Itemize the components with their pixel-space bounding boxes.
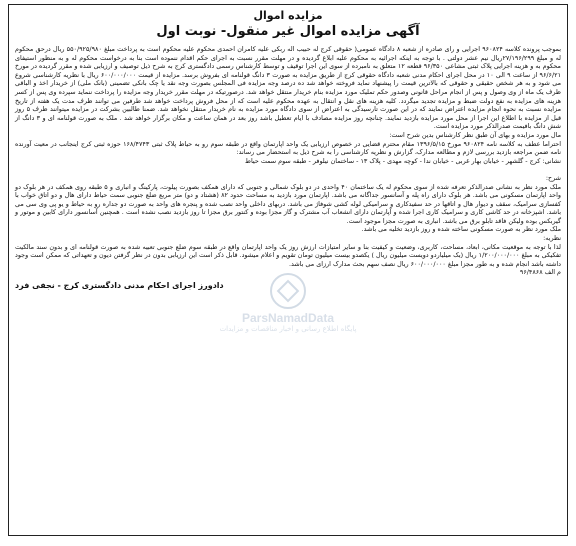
- watermark-caption: پایگاه اطلاع رسانی و اخبار مناقصات و مزایدات: [219, 325, 357, 333]
- valuation-paragraph: لذا با توجه به موقعیت مکانی، ابعاد، مساحت، کاربری، وضعیت و کیفیت بنا و سایر امتیازات ارزش روز یک واحد اپارتمان واقع در طبقه سوم ضلع جنوبی تعبیه شده به صورت قولنامه ای و بدون سند مالکیت تفکیکی به مبلغ ۱/۲۰۰/۰۰۰/۰۰۰ ریال (یک میلیاردو دویست میلیون ریال ) یکصدو بیست میلیون تومان تقویم و اعلام میشود. قابل ذکر است این ارزیابی بدون در نظر گرفتن دیون و تعهداتی که ممکن است وجود داشته باشد انجام شده و به طور مجزا مبلغ ۶۰۰/۰۰۰/۰۰۰ ریال نصف سهم بحث مدارک ارزای می باشد.: [15, 242, 561, 268]
- notice-body: [15, 45, 561, 277]
- property-description-paragraph: ملک مورد نظر به نشانی صدرالذکر تعرفه شده از سوی محکوم له یک ساختمان ۴۰ واحدی در دو بلوک شمالی و جنوبی که دارای همکف بصورت پیلوت، پارکینگ و انباری و ۵ طبقه روی همکف در هر بلوک دو واحد اپارتمان مسکونی می باشد. هر بلوک دارای راه پله و آسانسور جداگانه می باشد. اپارتمان مورد بازدید به مساحت حدود ۸۲ (هشتاد و دو) متر مربع ضلع جنوبی سمت حیاط دارای هال و دو اتاق خواب با کفسازی سرامیک، سقف و دیوار هال و اتاقها در حد سفیدکاری و سرامیکی لوله کشی شوفاژ می باشد. دربهای داخلی واحد نصب شده و پنجره های واحد به صورت دو جداره رو به حیاط و یو پی وی سی می باشد. اشپزخانه در حد کاشی کاری و سرامیک کاری اجرا شده و آپارتمان دارای انشعاب آب مشترک و گاز مجزا بوده و کنتور برق مجزا تا روز بازدید نصب نشده است . همچنین آسانسور دارای کابین و موتور و گیربکس بوده ولیکن فاقد تابلو برق می باشد. انباری به صورت مجزا موجود است.: [15, 182, 561, 225]
- expert-referral-paragraph: احتراما عطف به کلاسه نامه ۹۶۰۸۲۴ مورخ ۱۳۹۶/۵/۱۵ مقام محترم قضایی در خصوص ارزیابی یک واحد اپارتمان واقع در طبقه سوم رو به حیاط پلاک ثبتی ۱۶۸/۴۷۴۳ حوزه ثبتی کرج اینجانب در معیت آورنده نامه ضمن مراجعه بازدید بررسی لازم و مطالعه مدارک، گزارش و نظریه کارشناسی را به شرح ذیل به استحضار می رساند:: [15, 139, 562, 157]
- signature-line: دادورز اجرای احکام مدنی دادگستری کرج - نجفی فرد: [15, 281, 224, 291]
- auction-terms-paragraph: بموجب پرونده کلاسه ۹۶۰۸۲۴ اجرایی و رای صادره از شعبه ۸ دادگاه عمومی( حقوقی کرج له حبیب اله ربکی علیه کامران احمدی محکوم علیه محکوم است به پرداخت مبلغ ۵۵۰/۹۲۵/۹۸۰ ریال درحق محکوم له و مبلغ ۲۷/۱۹۶/۲۹۹ریال نیم عشر دولتی . با توجه به اینکه اجرائیه به محکوم علیه ابلاغ گردیده و در مهلت مقرر نسبت به اجرای حکم اقدام ننموده است بنا به درخواست محکوم له و به منظور استیفای محکوم به و هزینه اجرایی پلاک ثبتی مشاعی ۹۶/۳۵۰ قطعه ۱۲ متعلق به نامبرده از سوی این اجرا توقیف و توسط کارشناس رسمی دادگستری کرج به شرح ذیل توصیف و ارزیابی شده و مقرر گردیده در مورخ ۹۶/۶/۲۱ از ساعت ۹ الی ۱۰ در محل اجرای احکام مدنی شعبه دادگاه حقوقی کرج از طریق مزایده به صورت ۳ دانگ قولنامه ای بفروش برسد. مزایده از قیمت ۶۰۰/۰۰۰/۰۰۰ ریال با نظریه کارشناسی شروع می شود و به هر شخص حقیقی و حقوقی که بالاترین قیمت را پیشنهاد نماید فروخته خواهد شد ده درصد وجه مزایده فی المجلس بصورت وجه نقد یا چک بانکی تضمینی (بانک ملی) از خریدار اخذ و الباقی ظرف یک ماه از وی وصول و پس از انجام مراحل قانونی وصدور حکم تملیک مورد مزایده بنام خریدار منتقل خواهد شد. درصورتیکه در مهلت مقرر خریدار وجه مزایده را پرداخت ننماید سپرده وی پس از کسر هزینه های مزایده به نفع دولت ضبط و مزایده تجدید میگردد. کلیه هزینه های نقل و انتقال به عهده محکوم علیه است که از محل فروش پرداخت خواهد شد طرفین می توانند ظرف مدت یک هفته از تاریخ مزایده نسبت به نحوه انجام مزایده اعتراض نمایند که در این صورت تارسیدگی به اعتراض از سوی دادگاه مورد مزایده به نام خریدار منتقل نخواهد شد. ضمنا طالبین بشرکت در مزایده میتوانند ظرف ۵ روز قبل از مزایده با اطلاع این اجرا از محل مورد مزایده بازدید نمایند. چنانچه روز مزایده مصادف با ایام تعطیل باشد روز بعد در همان ساعت و مکان برگزار خواهد شد . ملک به صورت قولنامه ای و ۳ دانگ از شش دانگ بافیمت صدرالذکر مورد مزایده است.: [15, 45, 562, 131]
- reference-number: م الف ۹۶/۴۸۶۸: [519, 268, 561, 277]
- watermark-brand: ParsNamadData: [241, 311, 335, 325]
- watermark-logo-icon: [270, 273, 306, 309]
- notice-page: [8, 4, 568, 536]
- notice-title: مزایده اموال: [253, 9, 323, 22]
- blank-line: [15, 165, 561, 174]
- opinion-heading: نظریه:: [543, 234, 561, 243]
- property-intro-line: مال مورد مزایده و بهای آن طبق نظر کارشناس بدین شرح است:: [389, 130, 561, 139]
- address-line: نشانی: کرج - گلشهر - خیابان بهار غربی - خیابان ندا - کوچه مهدی - پلاک ۱۳ - ساختمان نیلوفر - طبقه سوم سمت حیاط: [245, 156, 561, 165]
- occupancy-line: ملک مورد نظر به صورت مسکونی ساخته شده و روز بازدید تخلیه می باشد.: [361, 225, 561, 234]
- notice-subtitle: آگهی مزایده اموال غیر منقول- نوبت اول: [156, 24, 420, 39]
- description-heading: شرح:: [545, 173, 561, 182]
